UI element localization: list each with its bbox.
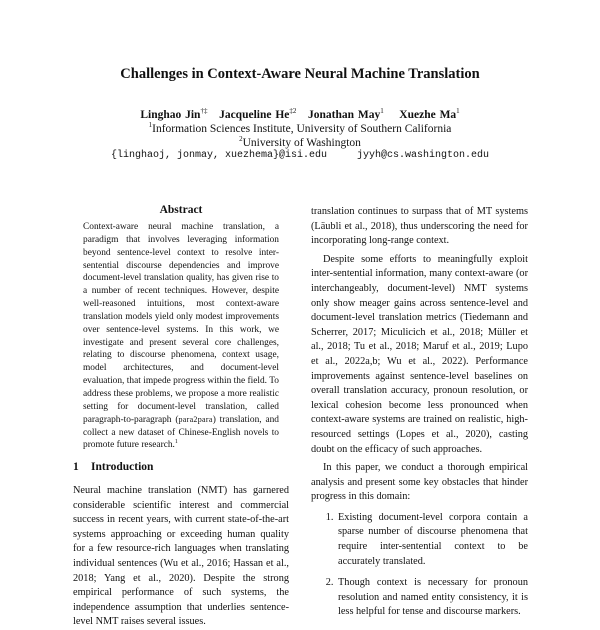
author-mark: 1 — [380, 107, 384, 115]
affiliation-text: Information Sciences Institute, University of Southern California — [152, 122, 452, 135]
email-address: {linghaoj, jonmay, xuezhema}@isi.edu — [110, 150, 327, 161]
email-line — [0, 150, 600, 161]
intro-right-column — [311, 205, 528, 627]
body-paragraph: In this paper, we conduct a thorough empirical analysis and present some key obstacles that hinder progress in this domain: — [311, 462, 528, 503]
abstract-body — [83, 221, 279, 452]
affiliation-mark: 2 — [239, 135, 243, 143]
author-name: Xuezhe Ma — [399, 108, 457, 121]
section-heading — [73, 461, 289, 473]
body-paragraph: Despite some efforts to meaningfully exploit inter-sentential information, many context-aware (or interchangeably, document-level) NMT systems only show meager gains across sentence-level and document-level translation metrics (Tiedemann and Scherrer, 2017; Miculicich et al., 2018; Müller et al., 2018; Tu et al., 2018; Maruf et al., 2019; Lupo et al., 2022a,b; Wu et al., 2022). Performance improvements against sentence-level baselines on overall translation accuracy, pronoun resolution, or lexical cohesion become less pronounced when context-aware systems are trained on realistic, high-resourced settings (Lopes et al., 2020), casting doubt on the efficacy of such approaches. — [311, 253, 528, 455]
abstract-text-end: ) translation, and collect a new dataset of Chinese-English novels to promote future research. — [83, 414, 279, 451]
author-name: Jonathan May — [308, 108, 381, 121]
abstract-heading: Abstract — [159, 204, 203, 216]
list-item: 2. Though context is necessary for pronoun resolution and named entity consistency, it is less helpful for tense and discourse markers. — [336, 576, 528, 620]
intro-left-column — [73, 484, 289, 630]
paper-title: Challenges in Context-Aware Neural Machine Translation — [120, 66, 480, 82]
author-name: Jacqueline He — [219, 108, 290, 121]
para2para-term: para2para — [178, 414, 213, 424]
abstract-text: Context-aware neural machine translation, a paradigm that involves leveraging information beyond sentence-level context to resolve inter-sentential discourse dependencies and improve document-level translation quality, has given rise to a number of recent techniques. However, despite well-reasoned intuitions, most context-aware translation models yield only modest improvements over sentence-level systems. In this work, we investigate and present several core challenges, relating to discourse phenomena, context usage, model architectures, and document-level evaluation, that impede progress within the field. To address these problems, we propose a more realistic setting for document-level translation, called paragraph-to-paragraph ( — [83, 222, 279, 425]
email-address: jyyh@cs.washington.edu — [357, 150, 490, 161]
section-number: 1 — [73, 461, 79, 473]
affiliation-text: University of Washington — [242, 136, 361, 149]
challenges-list — [311, 511, 528, 620]
affiliation — [0, 135, 600, 149]
author-mark: †‡ — [200, 107, 208, 115]
intro-paragraph: Neural machine translation (NMT) has garnered considerable scientific interest and commercial success in recent years, with current state-of-the-art systems approaching or exceeding human quality for a few resource-rich languages when translating individual sentences (Wu et al., 2016; Hassan et al., 2018; Yang et al., 2020). Despite the strong empirical performance of such systems, the independence assumption that underlies sentence-level NMT raises several issues. — [73, 485, 289, 628]
affiliation-mark: 1 — [148, 121, 153, 129]
affiliation — [0, 121, 600, 135]
author-mark: ‡2 — [289, 107, 297, 115]
section-title: Introduction — [91, 461, 154, 473]
author-mark: 1 — [456, 107, 460, 115]
continued-paragraph: translation continues to surpass that of MT systems (Läubli et al., 2018), thus underscoring the need for incorporating long-range context. — [311, 206, 528, 247]
list-item: 1. Existing document-level corpora contain a sparse number of discourse phenomena that require inter-sentential context to be accurately translated. — [336, 511, 528, 569]
author-name: Linghao Jin — [140, 108, 201, 121]
author-list — [0, 107, 600, 121]
footnote-mark: 1 — [174, 439, 178, 446]
